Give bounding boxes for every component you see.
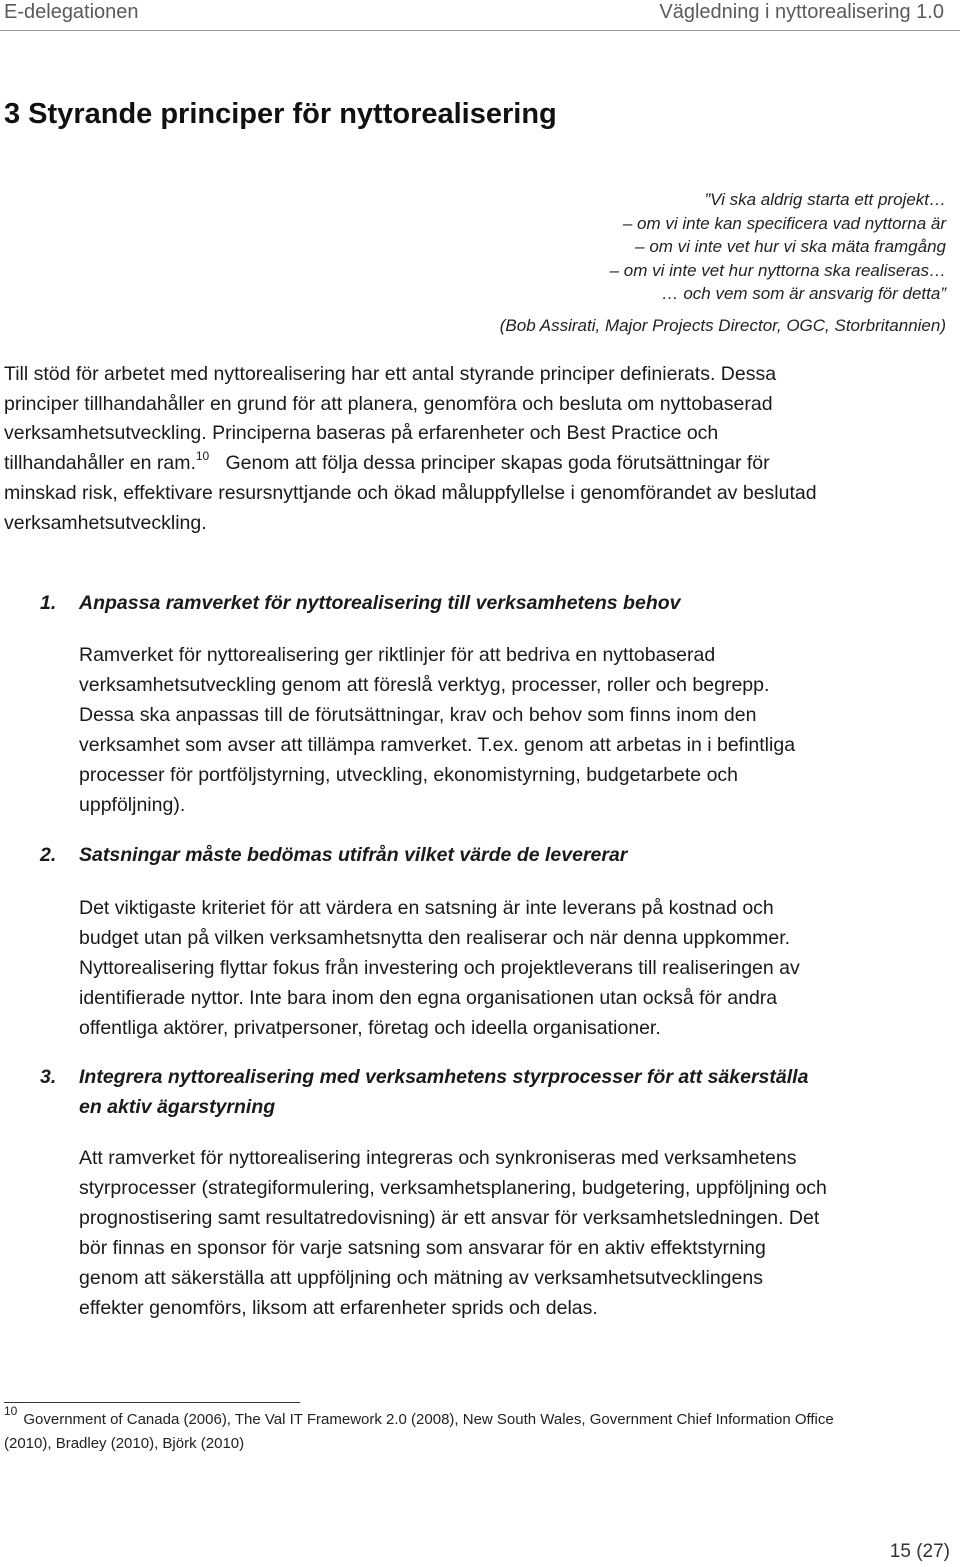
body-line: bör finnas en sponsor för varje satsning som ansvarar för en aktiv effektstyrning — [79, 1237, 766, 1260]
body-line: genom att säkerställa att uppföljning och mätning av verksamhetsutvecklingens — [79, 1267, 763, 1290]
intro-line: principer tillhandahåller en grund för att planera, genomföra och besluta om nyttobaserad — [4, 392, 773, 415]
quote-attribution: (Bob Assirati, Major Projects Director, OGC, Storbritannien) — [499, 316, 946, 335]
body-line: processer för portföljstyrning, utveckling, ekonomistyrning, budgetarbete och — [79, 763, 739, 786]
principle-number: 3. — [40, 1066, 57, 1088]
principle-body — [79, 640, 945, 821]
principle-body — [79, 893, 945, 1043]
intro-line: minskad risk, effektivare resursnyttjande och ökad måluppfyllelse i genomförandet av beslutad — [4, 481, 817, 504]
quote-line: – om vi inte vet hur nyttorna ska realiseras… — [609, 260, 946, 280]
body-line: Dessa ska anpassas till de förutsättningar, krav och behov som finns inom den — [79, 703, 757, 726]
footnote-text: Government of Canada (2006), The Val IT Framework 2.0 (2008), New South Wales, Government Chief Information Office — [23, 1411, 834, 1428]
body-line: offentliga aktörer, privatpersoner, företag och ideella organisationer. — [79, 1016, 661, 1039]
quote-line: – om vi inte kan specificera vad nyttorna är — [622, 213, 946, 233]
principle-title: Anpassa ramverket för nyttorealisering till verksamhetens behov — [79, 592, 681, 614]
footnote-reference[interactable]: 10 — [195, 449, 210, 464]
header-document-title: Vägledning i nyttorealisering 1.0 — [659, 1, 944, 23]
intro-line-text: tillhandahåller en ram. — [4, 452, 196, 475]
principle-title-line: Integrera nyttorealisering med verksamhetens styrprocesser för att säkerställa — [79, 1066, 809, 1088]
principle-heading — [40, 589, 945, 619]
principle-body — [79, 1143, 945, 1324]
intro-paragraph — [4, 360, 952, 538]
principle-title: Satsningar måste bedömas utifrån vilket värde de levererar — [79, 844, 628, 866]
intro-line: verksamhetsutveckling. Principerna baseras på erfarenheter och Best Practice och — [4, 422, 719, 445]
body-line: Det viktigaste kriteriet för att värdera en satsning är inte leverans på kostnad och — [79, 896, 774, 919]
page-number: 15 (27) — [889, 1541, 950, 1562]
body-line: uppföljning). — [79, 793, 186, 816]
intro-line-with-footnote — [4, 449, 952, 479]
body-line: Att ramverket för nyttorealisering integreras och synkroniseras med verksamhetens — [79, 1147, 797, 1169]
intro-line: Till stöd för arbetet med nyttorealisering har ett antal styrande principer definierats. Dessa — [4, 363, 777, 385]
body-line: verksamhetsutveckling genom att föreslå verktyg, processer, roller och begrepp. — [79, 673, 770, 696]
footnote-line: (2010), Bradley (2010), Björk (2010) — [4, 1435, 245, 1452]
body-line: prognostisering samt resultatredovisning) är ett ansvar för verksamhetsledningen. Det — [79, 1207, 820, 1230]
body-line: verksamhet som avser att tillämpa ramverket. T.ex. genom att arbetas in i befintliga — [79, 733, 796, 756]
principle-number: 1. — [40, 592, 57, 614]
footnote-separator — [4, 1402, 300, 1403]
quote-line: ”Vi ska aldrig starta ett projekt… — [704, 190, 946, 209]
header-organization: E-delegationen — [4, 1, 139, 23]
quote-line: – om vi inte vet hur vi ska mäta framgång — [635, 237, 946, 256]
footnote-marker: 10 — [4, 1404, 18, 1418]
intro-line: verksamhetsutveckling. — [4, 511, 207, 534]
principle-2 — [40, 841, 945, 1043]
body-line: styrprocesser (strategiformulering, verksamhetsplanering, budgetering, uppföljning och — [79, 1177, 827, 1200]
principle-heading — [40, 1063, 945, 1122]
principle-number: 2. — [40, 844, 57, 866]
principle-heading — [40, 841, 945, 871]
footnote — [4, 1404, 834, 1456]
chapter-title: 3 Styrande principer för nyttorealisering — [4, 98, 557, 130]
principle-3 — [40, 1063, 945, 1324]
quote-line: … och vem som är ansvarig för detta” — [661, 284, 946, 303]
body-line: effekter genomförs, liksom att erfarenheter sprids och delas. — [79, 1297, 598, 1320]
body-line: budget utan på vilken verksamhetsnytta den realiserar och när denna uppkommer. — [79, 926, 791, 949]
body-line: Ramverket för nyttorealisering ger riktlinjer för att bedriva en nyttobaserad — [79, 643, 716, 666]
footnote-line — [4, 1404, 834, 1432]
header-divider — [0, 30, 960, 31]
body-line: Nyttorealisering flyttar fokus från investering och projektleverans till realiseringen av — [79, 956, 800, 979]
principle-1 — [40, 589, 945, 820]
intro-line-text: Genom att följa dessa principer skapas goda förutsättningar för — [225, 452, 770, 475]
page-header — [0, 0, 960, 26]
body-line: identifierade nyttor. Inte bara inom den egna organisationen utan också för andra — [79, 986, 778, 1009]
epigraph-quote — [610, 188, 946, 306]
principle-title-line: en aktiv ägarstyrning — [79, 1095, 276, 1118]
